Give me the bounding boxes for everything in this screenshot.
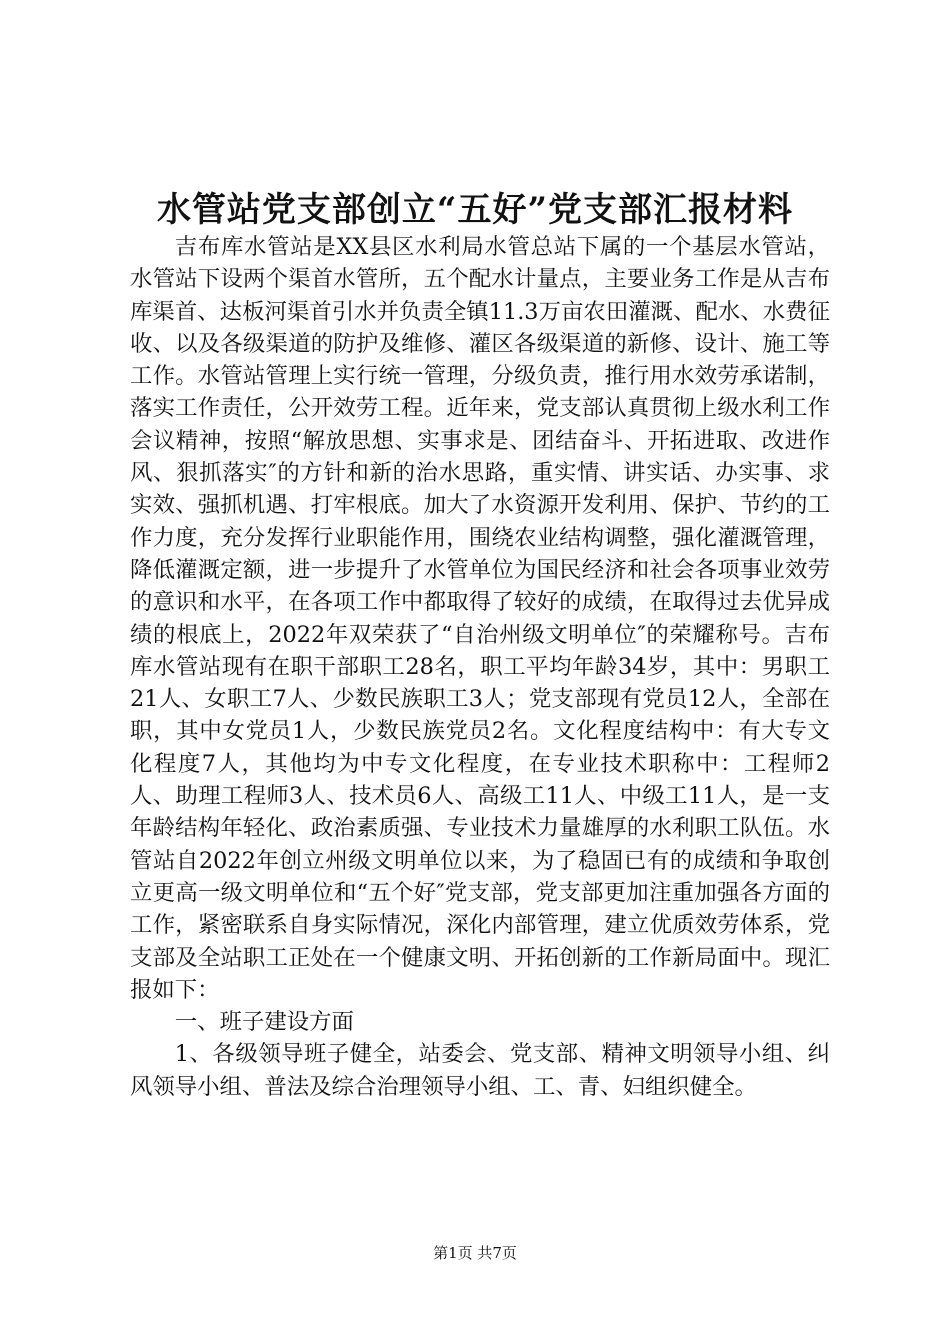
section-heading-team-building: 一、班子建设方面: [174, 1009, 354, 1036]
page-footer: [0, 1243, 950, 1263]
body-paragraph-item-1: 1、各级领导班子健全，站委会、党支部、精神文明领导小组、纠风领导小组、普法及综合治理领导小组、工、青、妇组织健全。: [130, 1041, 830, 1100]
page-number-total: 共7页: [477, 1244, 517, 1262]
body-paragraph-intro: 吉布库水管站是XX县区水利局水管总站下属的一个基层水管站，水管站下设两个渠首水管所，五个配水计量点，主要业务工作是从吉布库渠首、达板河渠首引水并负责全镇11.3万亩农田灌溉、配水、水费征收、以及各级渠道的防护及维修、灌区各级渠道的新修、设计、施工等工作。水管站管理上实行统一管理，分级负责，推行用水效劳承诺制，落实工作责任，公开效劳工程。近年来，党支部认真贯彻上级水利工作会议精神，按照“解放思想、实事求是、团结奋斗、开拓进取、改进作风、狠抓落实″的方针和新的治水思路，重实情、讲实话、办实事、求实效、强抓机遇、打牢根底。加大了水资源开发利用、保护、节约的工作力度，充分发挥行业职能作用，围绕农业结构调整，强化灌溉管理，降低灌溉定额，进一步提升了水管单位为国民经济和社会各项事业效劳的意识和水平，在各项工作中都取得了较好的成绩，在取得过去优异成绩的根底上，2022年双荣获了“自治州级文明单位″的荣耀称号。吉布库水管站现有在职干部职工28名，职工平均年龄34岁，其中：男职工21人、女职工7人、少数民族职工3人；党支部现有党员12人，全部在职，其中女党员1人，少数民族党员2名。文化程度结构中：有大专文化程度7人，其他均为中专文化程度，在专业技术职称中：工程师2人、助理工程师3人、技术员6人、高级工11人、中级工11人，是一支年龄结构年轻化、政治素质强、专业技术力量雄厚的水利职工队伍。水管站自2022年创立州级文明单位以来，为了稳固已有的成绩和争取创立更高一级文明单位和“五个好″党支部，党支部更加注重加强各方面的工作，紧密联系自身实际情况，深化内部管理，建立优质效劳体系，党支部及全站职工正处在一个健康文明、开拓创新的工作新局面中。现汇报如下：: [130, 234, 830, 1003]
document-body: [130, 231, 830, 1103]
page-number-current: 第1页: [433, 1244, 473, 1262]
document-title: 水管站党支部创立“五好”党支部汇报材料: [156, 190, 794, 230]
